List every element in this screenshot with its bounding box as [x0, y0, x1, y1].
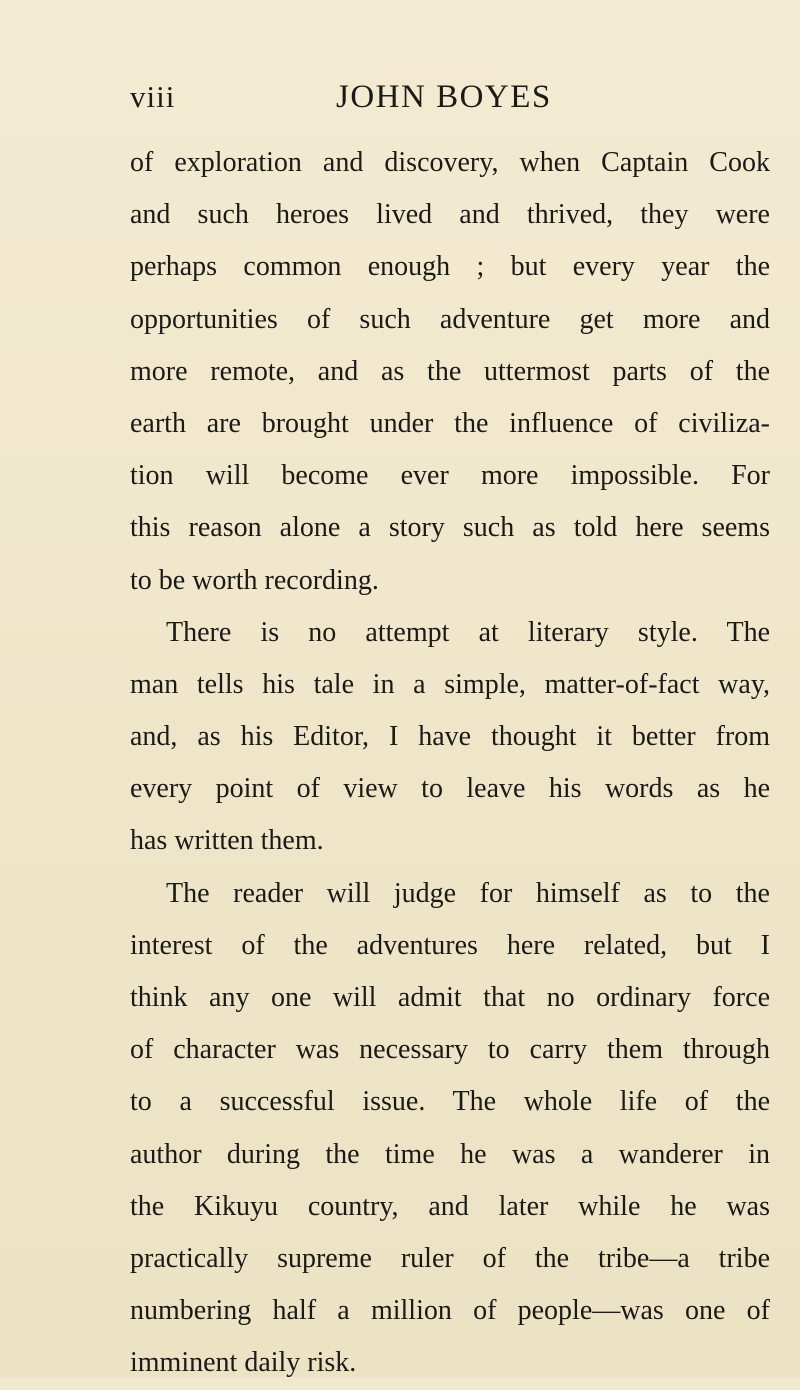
text-line: opportunities of such adventure get more and	[130, 303, 770, 335]
text-line: numbering half a million of people—was one of	[130, 1295, 770, 1327]
text-line: man tells his tale in a simple, matter-of-fact way,	[130, 668, 770, 700]
text-line: author during the time he was a wanderer in	[130, 1138, 770, 1170]
running-head	[130, 72, 770, 122]
body-text	[130, 137, 770, 1390]
text-line: think any one will admit that no ordinary force	[130, 982, 770, 1013]
text-line: every point of view to leave his words as he	[130, 773, 770, 805]
text-line: the Kikuyu country, and later while he was	[130, 1190, 770, 1222]
text-line: of character was necessary to carry them through	[130, 1034, 770, 1066]
paragraph-start-line: There is no attempt at literary style. The	[166, 616, 770, 648]
text-line: interest of the adventures here related, but I	[130, 929, 770, 961]
paragraph-end-line: imminent daily risk.	[130, 1347, 357, 1379]
paragraph-end-line: to be worth recording.	[130, 564, 379, 596]
text-line: of exploration and discovery, when Captain Cook	[130, 147, 770, 178]
text-line: practically supreme ruler of the tribe—a tribe	[130, 1242, 770, 1274]
page-number: viii	[130, 79, 176, 114]
text-line: more remote, and as the uttermost parts of the	[130, 355, 770, 387]
text-line: to a successful issue. The whole life of the	[130, 1086, 770, 1118]
text-line: and such heroes lived and thrived, they were	[130, 199, 770, 231]
text-line: this reason alone a story such as told here seems	[130, 512, 770, 544]
text-line: and, as his Editor, I have thought it better from	[130, 721, 770, 753]
text-line: tion will become ever more impossible. For	[130, 460, 770, 492]
text-line: earth are brought under the influence of civiliza-	[130, 407, 770, 439]
paragraph-end-line: has written them.	[130, 825, 324, 857]
running-title: JOHN BOYES	[336, 79, 552, 115]
text-line: perhaps common enough ; but every year the	[130, 251, 770, 283]
paragraph-start-line: The reader will judge for himself as to the	[166, 877, 770, 909]
